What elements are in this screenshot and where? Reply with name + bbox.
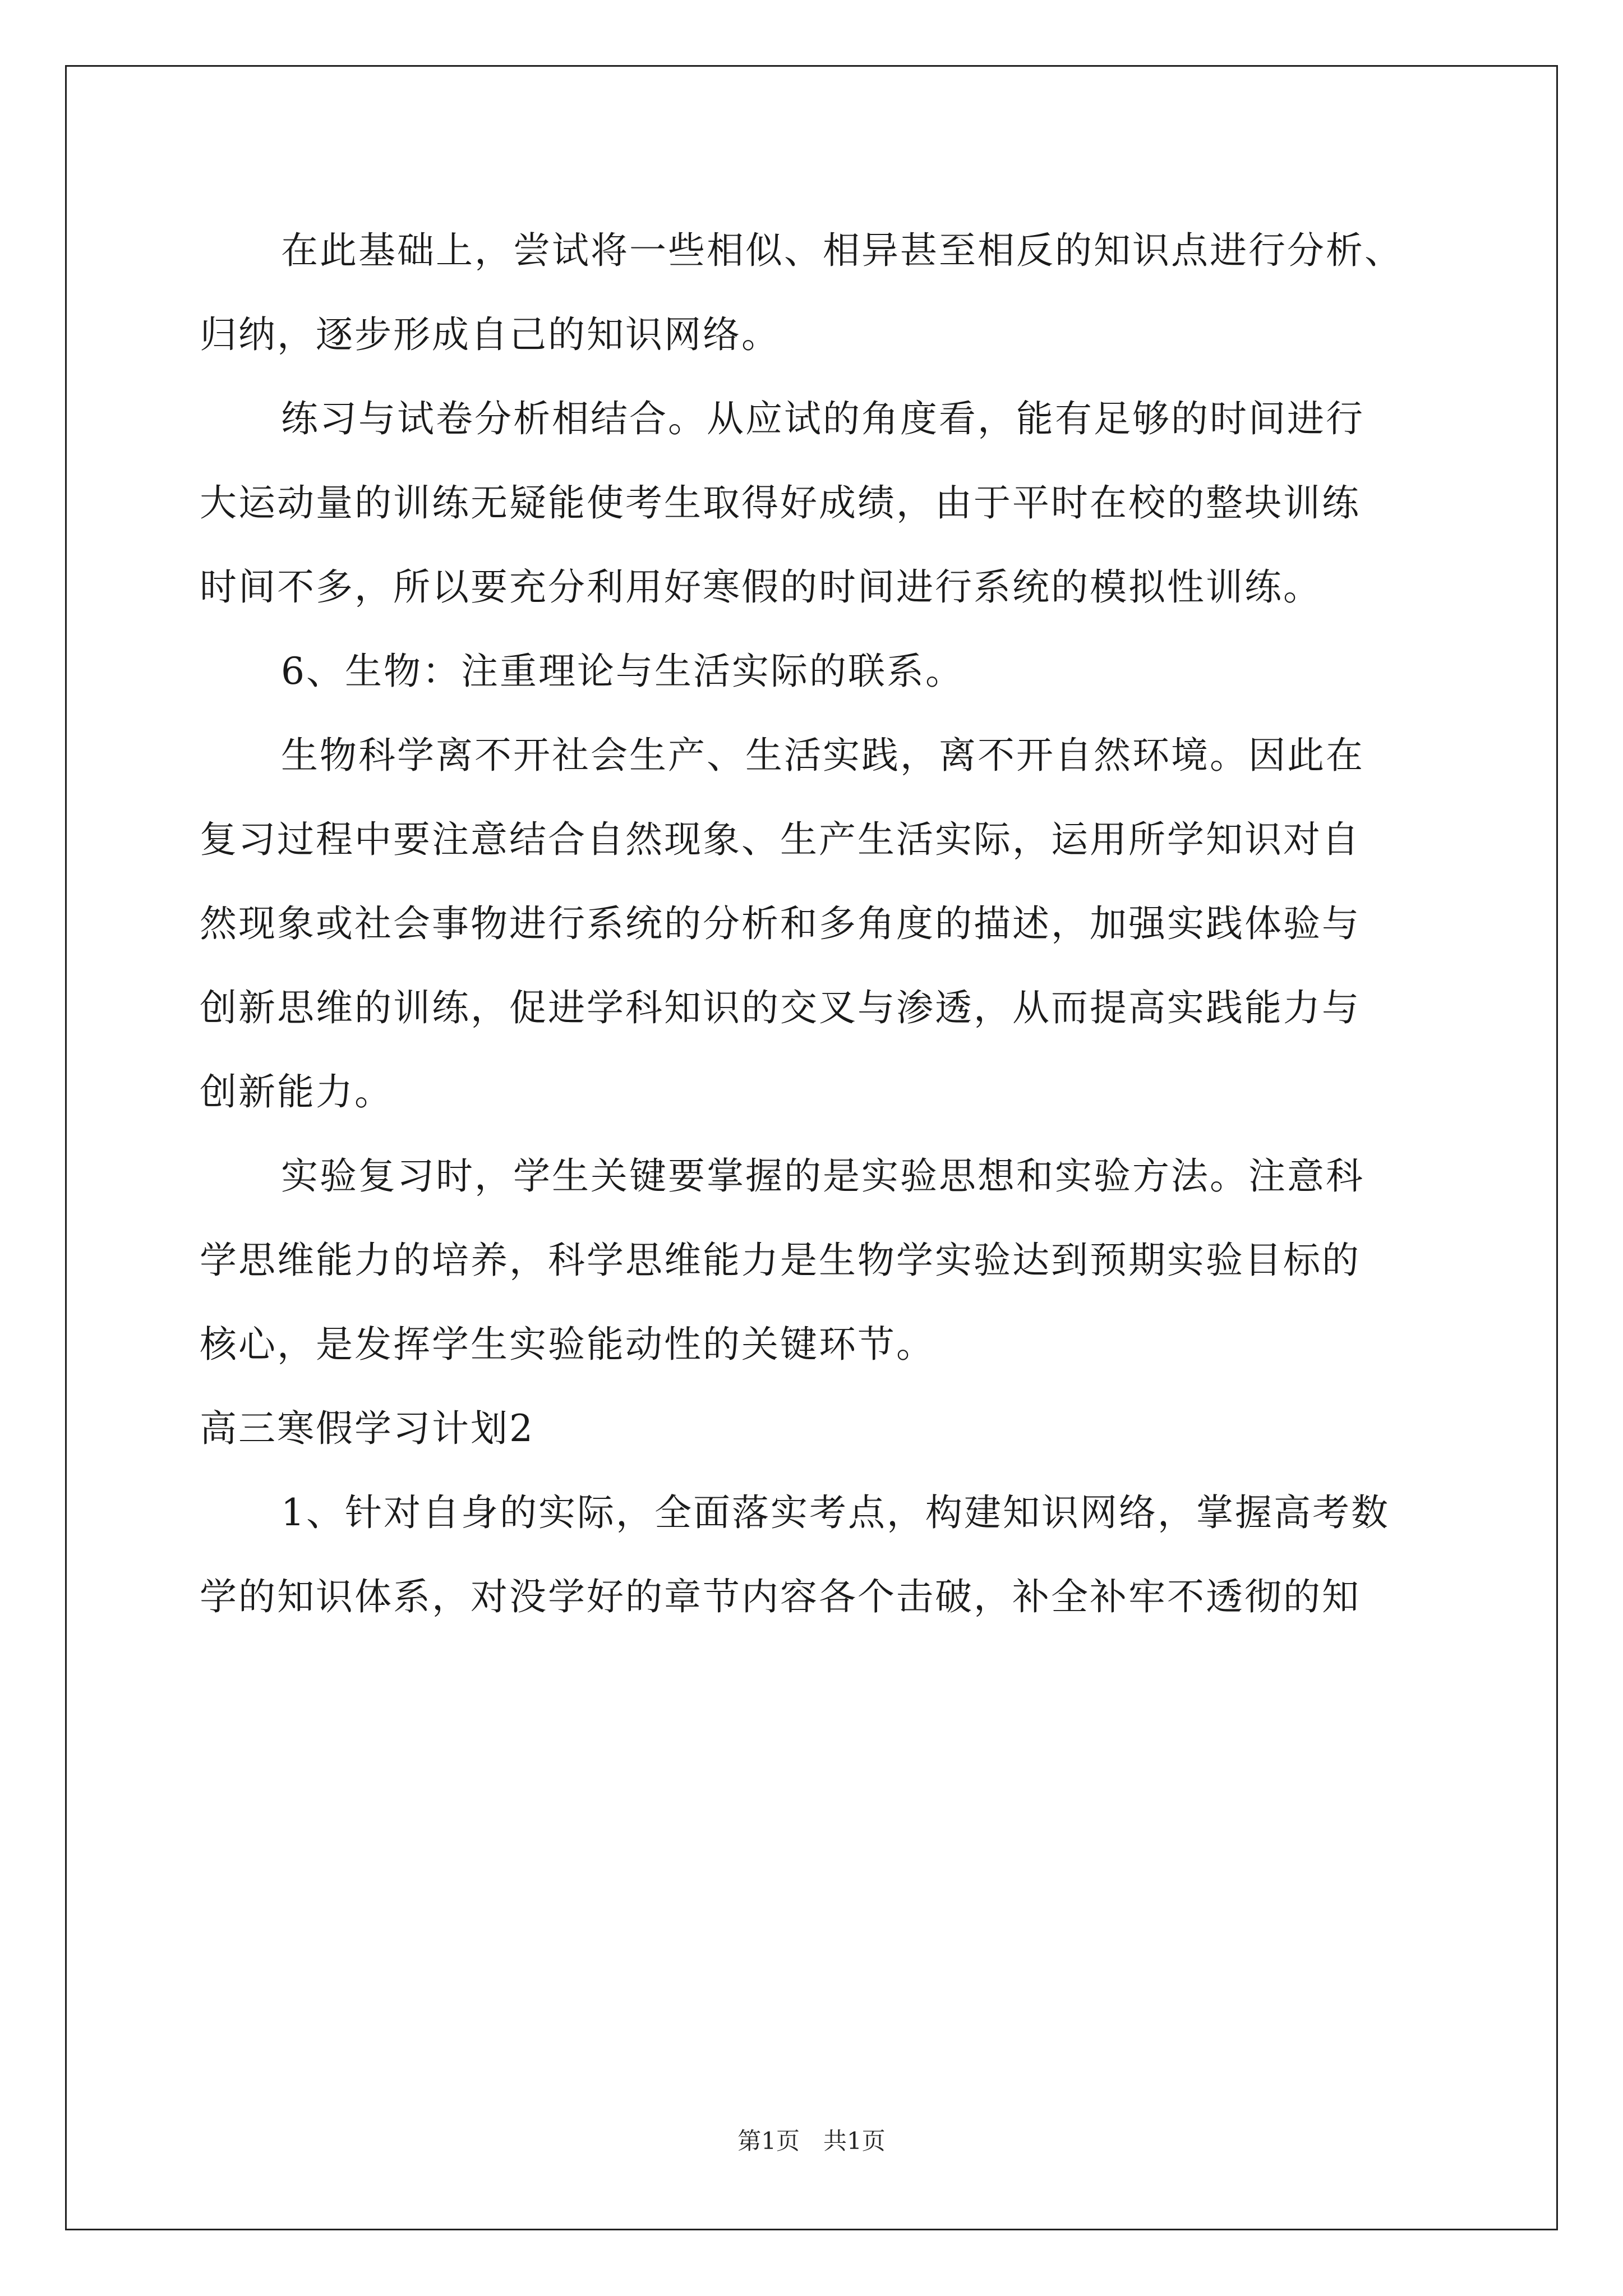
paragraph-line: 实验复习时，学生关键要掌握的是实验思想和实验方法。注意科 [281, 1154, 1364, 1198]
paragraph-line: 1、针对自身的实际，全面落实考点，构建知识网络，掌握高考数 [281, 1491, 1390, 1534]
paragraph-line: 核心，是发挥学生实验能动性的关键环节。 [200, 1323, 935, 1366]
paragraph-line: 然现象或社会事物进行系统的分析和多角度的描述，加强实践体验与 [200, 902, 1361, 945]
document-body [200, 209, 1456, 1639]
document-title: 高三寒假学习计划2 [200, 1407, 534, 1450]
paragraph-line: 大运动量的训练无疑能使考生取得好成绩，由于平时在校的整块训练 [200, 481, 1361, 524]
paragraph-line: 创新能力。 [200, 1070, 393, 1114]
paragraph-line: 生物科学离不开社会生产、生活实践，离不开自然环境。因此在 [281, 734, 1364, 777]
section-heading-biology: 6、生物：注重理论与生活实际的联系。 [281, 650, 964, 693]
paragraph-line: 创新思维的训练，促进学科知识的交叉与渗透，从而提高实践能力与 [200, 986, 1361, 1029]
paragraph-line: 在此基础上，尝试将一些相似、相异甚至相反的知识点进行分析、 [281, 229, 1403, 272]
paragraph-line: 归纳，逐步形成自己的知识网络。 [200, 313, 780, 356]
page-number-footer: 第1页 共1页 [737, 2127, 886, 2155]
paragraph-line: 学思维能力的培养，科学思维能力是生物学实验达到预期实验目标的 [200, 1239, 1361, 1282]
paragraph-line: 学的知识体系，对没学好的章节内容各个击破，补全补牢不透彻的知 [200, 1575, 1361, 1618]
paragraph-line: 复习过程中要注意结合自然现象、生产生活实际，运用所学知识对自 [200, 818, 1361, 861]
paragraph-line: 时间不多，所以要充分利用好寒假的时间进行系统的模拟性训练。 [200, 565, 1322, 609]
paragraph-line: 练习与试卷分析相结合。从应试的角度看，能有足够的时间进行 [281, 397, 1364, 440]
